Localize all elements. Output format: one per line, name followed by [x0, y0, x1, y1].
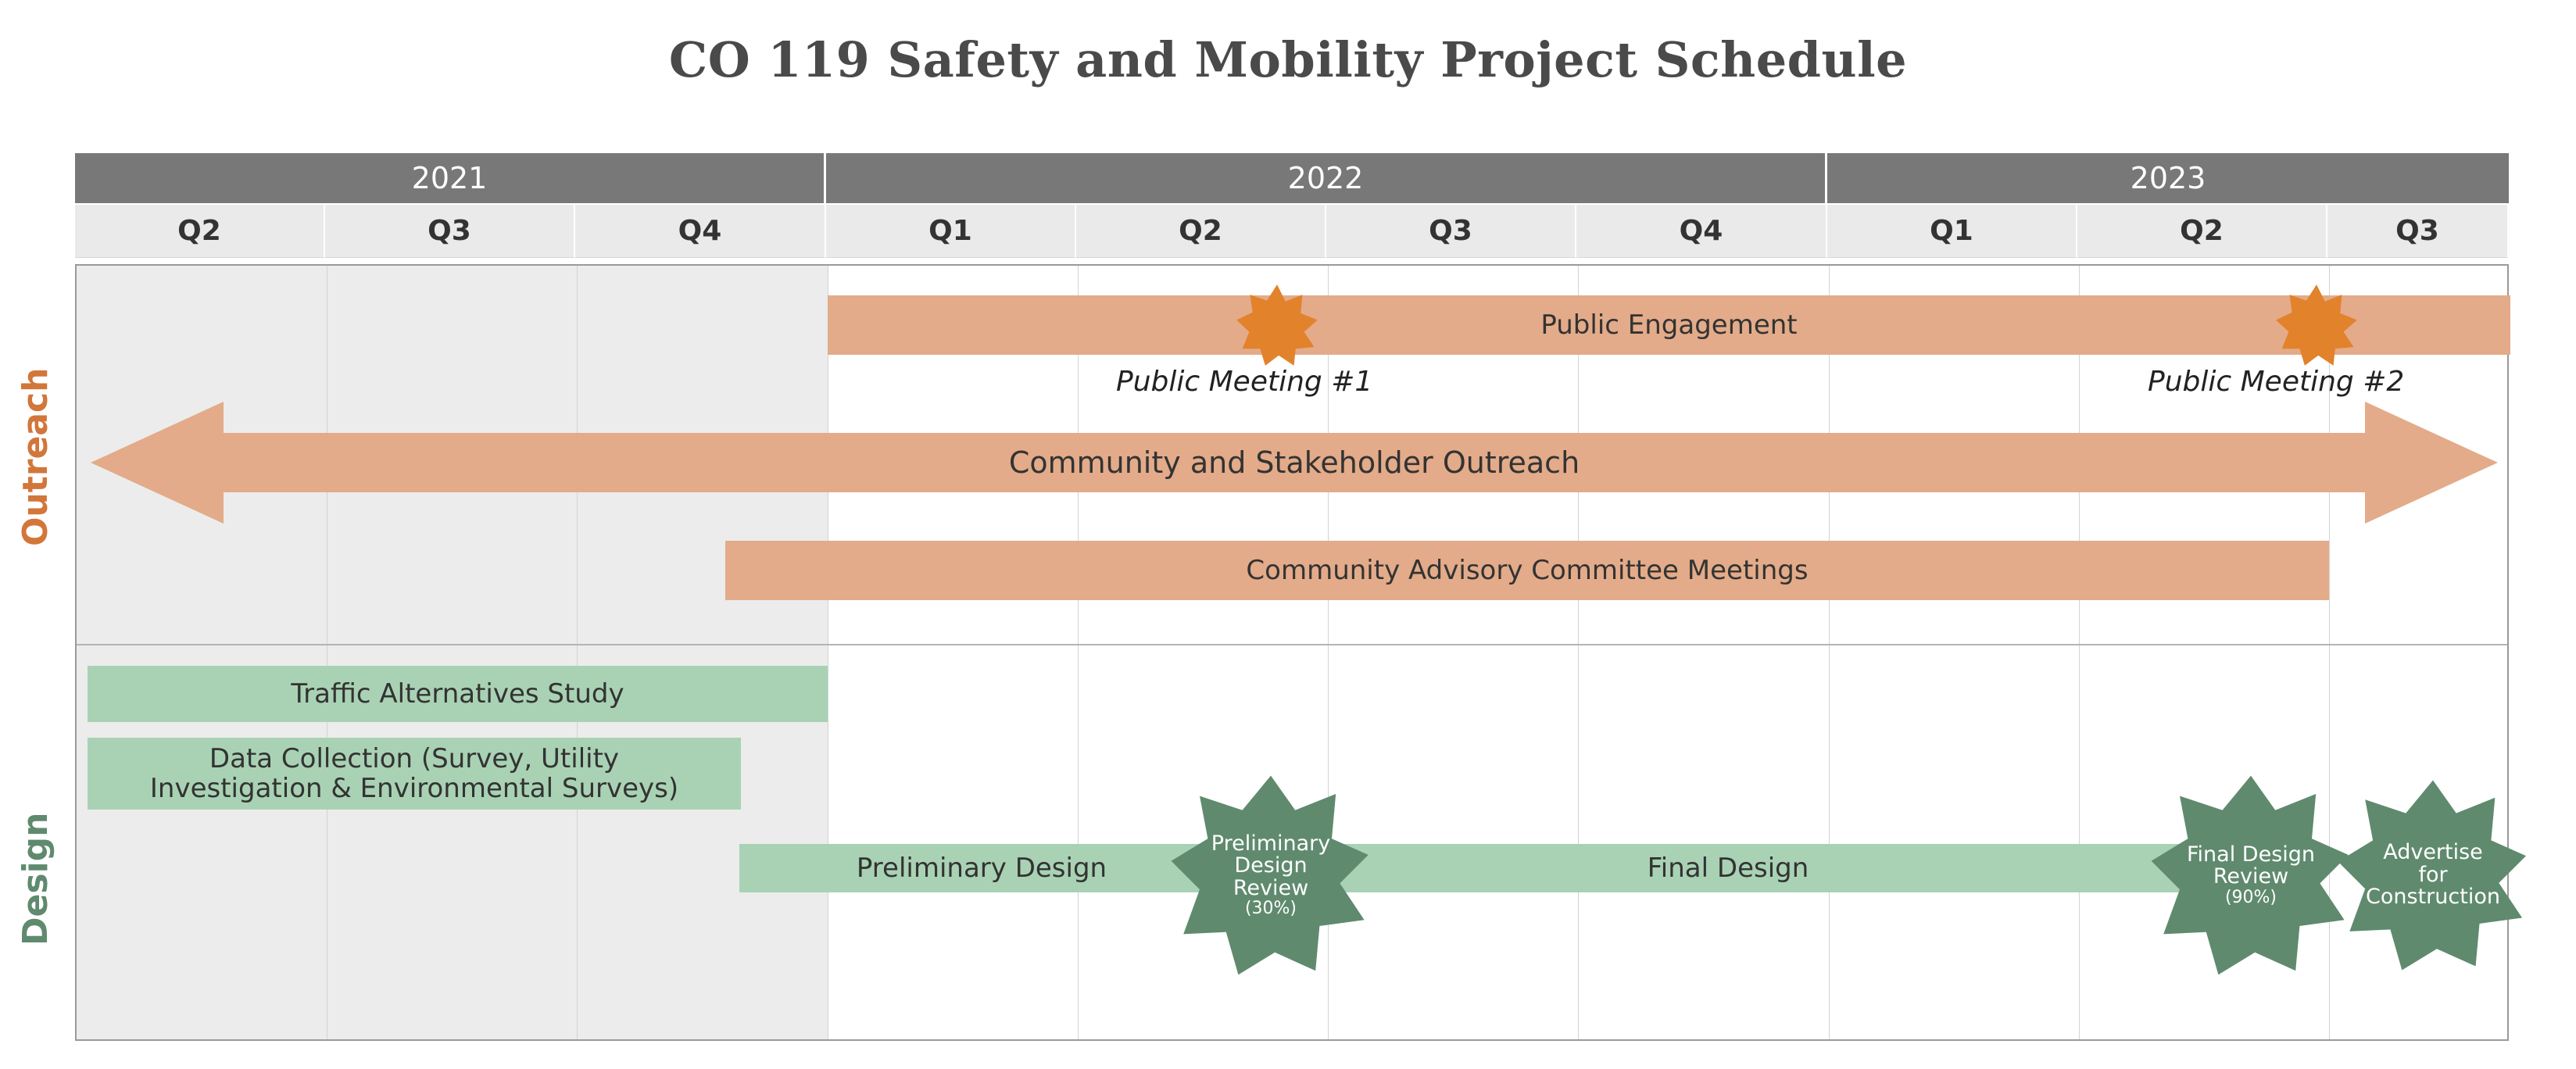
- quarter-cell-1: Q3: [325, 205, 575, 258]
- quarter-cell-3: Q1: [826, 205, 1076, 258]
- advertise-for-construction-marker: [2335, 778, 2531, 972]
- quarter-cell-0: Q2: [75, 205, 325, 258]
- final-design-review-label: [2146, 774, 2356, 977]
- bar-public-engagement-label: Public Engagement: [1540, 309, 1798, 341]
- grid-line: [1829, 266, 1830, 1039]
- prelim-review-line2: Design: [1234, 853, 1308, 878]
- grid-line: [577, 266, 578, 1039]
- prelim-review-line3: Review: [1233, 875, 1309, 900]
- advertise-line3: Construction: [2366, 885, 2500, 910]
- final-review-line1: Final Design: [2186, 842, 2316, 867]
- bar-community-outreach: [91, 400, 2498, 525]
- shaded-2021-region: [77, 266, 828, 1039]
- year-cell-2023: 2023: [1827, 153, 2509, 203]
- year-cell-2021: 2021: [75, 153, 826, 203]
- prelim-review-line1: Preliminary: [1211, 831, 1331, 856]
- bar-preliminary-design: [739, 844, 1224, 892]
- advertise-for-construction-label: [2335, 778, 2531, 972]
- row-label-outreach: Outreach: [16, 367, 55, 547]
- bar-final-design-label: Final Design: [1647, 853, 1809, 884]
- public-meeting-1-marker: [1235, 283, 1319, 367]
- final-review-line4: (90%): [2224, 887, 2277, 907]
- row-label-design: Design: [16, 812, 55, 946]
- quarter-cell-8: Q2: [2077, 205, 2327, 258]
- preliminary-design-review-label: [1166, 774, 1376, 977]
- final-review-line2: Review: [2213, 864, 2289, 889]
- final-design-review-marker: [2146, 774, 2356, 977]
- quarter-cell-9: Q3: [2327, 205, 2509, 258]
- preliminary-design-review-marker: [1166, 774, 1376, 977]
- section-divider: [77, 644, 2507, 645]
- public-meeting-2-caption: Public Meeting #2: [2148, 366, 2405, 398]
- quarter-header-row: [75, 205, 2509, 258]
- bar-cac-meetings-label: Community Advisory Committee Meetings: [1246, 555, 1809, 586]
- gantt-body: [75, 264, 2509, 1041]
- quarter-cell-6: Q4: [1576, 205, 1827, 258]
- public-meeting-1-caption: Public Meeting #1: [1116, 366, 1373, 398]
- year-cell-2022: 2022: [826, 153, 1827, 203]
- grid-line: [2079, 266, 2080, 1039]
- bar-data-collection-label-line1: Data Collection (Survey, Utility: [209, 742, 620, 774]
- quarter-cell-5: Q3: [1326, 205, 1576, 258]
- gantt-chart: [75, 153, 2509, 1041]
- bar-preliminary-design-label: Preliminary Design: [856, 853, 1107, 884]
- bar-data-collection-label-line2: Investigation & Environmental Surveys): [149, 773, 679, 804]
- bar-data-collection: [88, 738, 741, 810]
- bar-traffic-alternatives-study-label: Traffic Alternatives Study: [291, 678, 624, 710]
- bar-cac-meetings: [725, 541, 2329, 600]
- bar-public-engagement: [828, 295, 2510, 355]
- year-header-row: [75, 153, 2509, 203]
- grid-line: [1578, 266, 1579, 1039]
- prelim-review-line4: (30%): [1244, 898, 1297, 918]
- grid-line: [1078, 266, 1079, 1039]
- bar-traffic-alternatives-study: [88, 666, 828, 722]
- advertise-line2: for: [2418, 862, 2448, 887]
- page-title: CO 119 Safety and Mobility Project Schedule: [668, 31, 1908, 88]
- quarter-cell-2: Q4: [575, 205, 826, 258]
- advertise-line1: Advertise: [2383, 840, 2483, 865]
- quarter-cell-7: Q1: [1827, 205, 2077, 258]
- public-meeting-2-marker: [2274, 283, 2359, 367]
- quarter-cell-4: Q2: [1076, 205, 1326, 258]
- bar-community-outreach-label: Community and Stakeholder Outreach: [1008, 445, 1580, 480]
